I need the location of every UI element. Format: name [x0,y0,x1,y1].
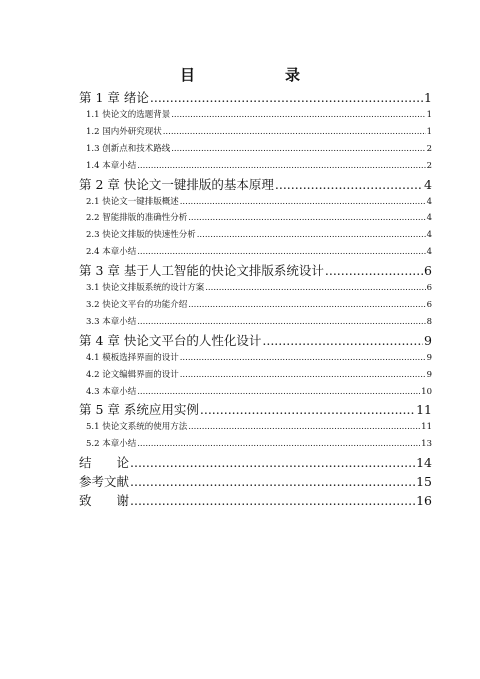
toc-page-number: 1 [424,90,432,105]
toc-dot-leader [137,436,420,453]
toc-section-entry[interactable] [79,194,432,211]
toc-page-number: 2 [426,143,432,154]
toc-section-entry[interactable] [79,244,432,261]
toc-page-number: 4 [426,213,432,224]
toc-dot-leader [150,88,423,107]
toc-entry-label: 4.1 模板选择界面的设计 [86,352,179,363]
toc-chapter-entry[interactable] [79,261,432,280]
toc-dot-leader [137,158,425,175]
toc-section-entry[interactable] [79,227,432,244]
toc-section-entry[interactable] [79,158,432,175]
toc-page-number: 6 [426,283,432,294]
toc-page-number: 2 [426,160,432,171]
toc-entry-label: 致 谢 [79,493,130,509]
toc-section-entry[interactable] [79,124,432,141]
toc-section-entry[interactable] [79,384,432,401]
toc-dot-leader [137,244,425,261]
toc-entry-label: 第 3 章 基于人工智能的快论文排版系统设计 [79,263,324,279]
toc-entry-label: 2.4 本章小结 [86,247,137,258]
toc-dot-leader [137,384,420,401]
toc-page-number: 11 [421,422,432,433]
table-of-contents [79,88,432,510]
toc-entry-label: 结 论 [79,455,130,471]
toc-entry-label: 1.4 本章小结 [86,160,137,171]
toc-dot-leader [180,194,426,211]
toc-dot-leader [275,175,423,194]
toc-entry-label: 参考文献 [79,474,130,490]
toc-page-number: 9 [426,352,432,363]
toc-chapter-entry[interactable] [79,472,432,491]
toc-page-number: 8 [426,316,432,327]
toc-section-entry[interactable] [79,297,432,314]
toc-dot-leader [137,314,425,331]
toc-entry-label: 4.2 论文编辑界面的设计 [86,369,179,380]
toc-dot-leader [180,350,426,367]
toc-page-number: 14 [416,455,432,471]
toc-dot-leader [197,227,426,244]
toc-entry-label: 4.3 本章小结 [86,386,137,397]
toc-entry-label: 第 2 章 快论文一键排版的基本原理 [79,176,274,192]
toc-title: 目 录 [179,66,320,84]
toc-dot-leader [188,210,425,227]
toc-page-number: 4 [424,176,432,192]
toc-page-number: 1 [426,110,432,120]
toc-page-number: 15 [416,474,432,490]
toc-entry-label: 5.1 快论文系统的使用方法 [86,422,188,433]
toc-section-entry[interactable] [79,367,432,384]
toc-page-number: 1 [426,126,432,137]
toc-entry-label: 1.3 创新点和技术路线 [86,143,171,154]
toc-chapter-entry[interactable] [79,175,432,194]
toc-chapter-entry[interactable] [79,453,432,472]
toc-page-number: 4 [426,247,432,258]
toc-entry-label: 第 4 章 快论文平台的人性化设计 [79,332,262,348]
toc-chapter-entry[interactable] [79,491,432,510]
toc-entry-label: 1.2 国内外研究现状 [86,126,162,137]
toc-section-entry[interactable] [79,314,432,331]
toc-section-entry[interactable] [79,210,432,227]
toc-entry-label: 第 1 章 绪论 [79,90,149,105]
toc-section-entry[interactable] [79,280,432,297]
toc-page-number: 11 [416,402,432,418]
toc-entry-label: 3.2 快论文平台的功能介绍 [86,300,188,311]
toc-dot-leader [130,453,415,472]
toc-dot-leader [130,491,415,510]
toc-dot-leader [200,400,415,419]
toc-section-entry[interactable] [79,141,432,158]
toc-section-entry[interactable] [79,107,432,124]
toc-chapter-entry[interactable] [79,331,432,350]
toc-section-entry[interactable] [79,419,432,436]
toc-dot-leader [180,367,426,384]
toc-chapter-entry[interactable] [79,88,432,107]
toc-page-number: 10 [421,386,432,397]
toc-section-entry[interactable] [79,436,432,453]
toc-dot-leader [325,261,423,280]
toc-dot-leader [262,331,423,350]
toc-page-number: 6 [424,263,432,279]
toc-page-number: 9 [426,369,432,380]
toc-chapter-entry[interactable] [79,400,432,419]
toc-entry-label: 3.3 本章小结 [86,316,137,327]
toc-page-number: 13 [421,439,432,450]
toc-dot-leader [171,107,425,124]
toc-page-number: 4 [426,230,432,241]
toc-entry-label: 2.2 智能排版的准确性分析 [86,213,188,224]
toc-entry-label: 2.1 快论文一键排版概述 [86,196,179,207]
toc-section-entry[interactable] [79,350,432,367]
toc-page-number: 16 [416,493,432,509]
toc-entry-label: 2.3 快论文排版的快速性分析 [86,230,196,241]
toc-dot-leader [205,280,425,297]
toc-entry-label: 1.1 快论文的选题背景 [86,110,171,120]
toc-page-number: 6 [426,300,432,311]
toc-page-number: 4 [426,196,432,207]
toc-page-number: 9 [424,332,432,348]
toc-dot-leader [171,141,425,158]
toc-dot-leader [188,419,420,436]
toc-dot-leader [130,472,415,491]
toc-dot-leader [188,297,425,314]
toc-dot-leader [163,124,426,141]
toc-entry-label: 第 5 章 系统应用实例 [79,402,199,418]
toc-entry-label: 5.2 本章小结 [86,439,137,450]
toc-entry-label: 3.1 快论文排版系统的设计方案 [86,283,205,294]
